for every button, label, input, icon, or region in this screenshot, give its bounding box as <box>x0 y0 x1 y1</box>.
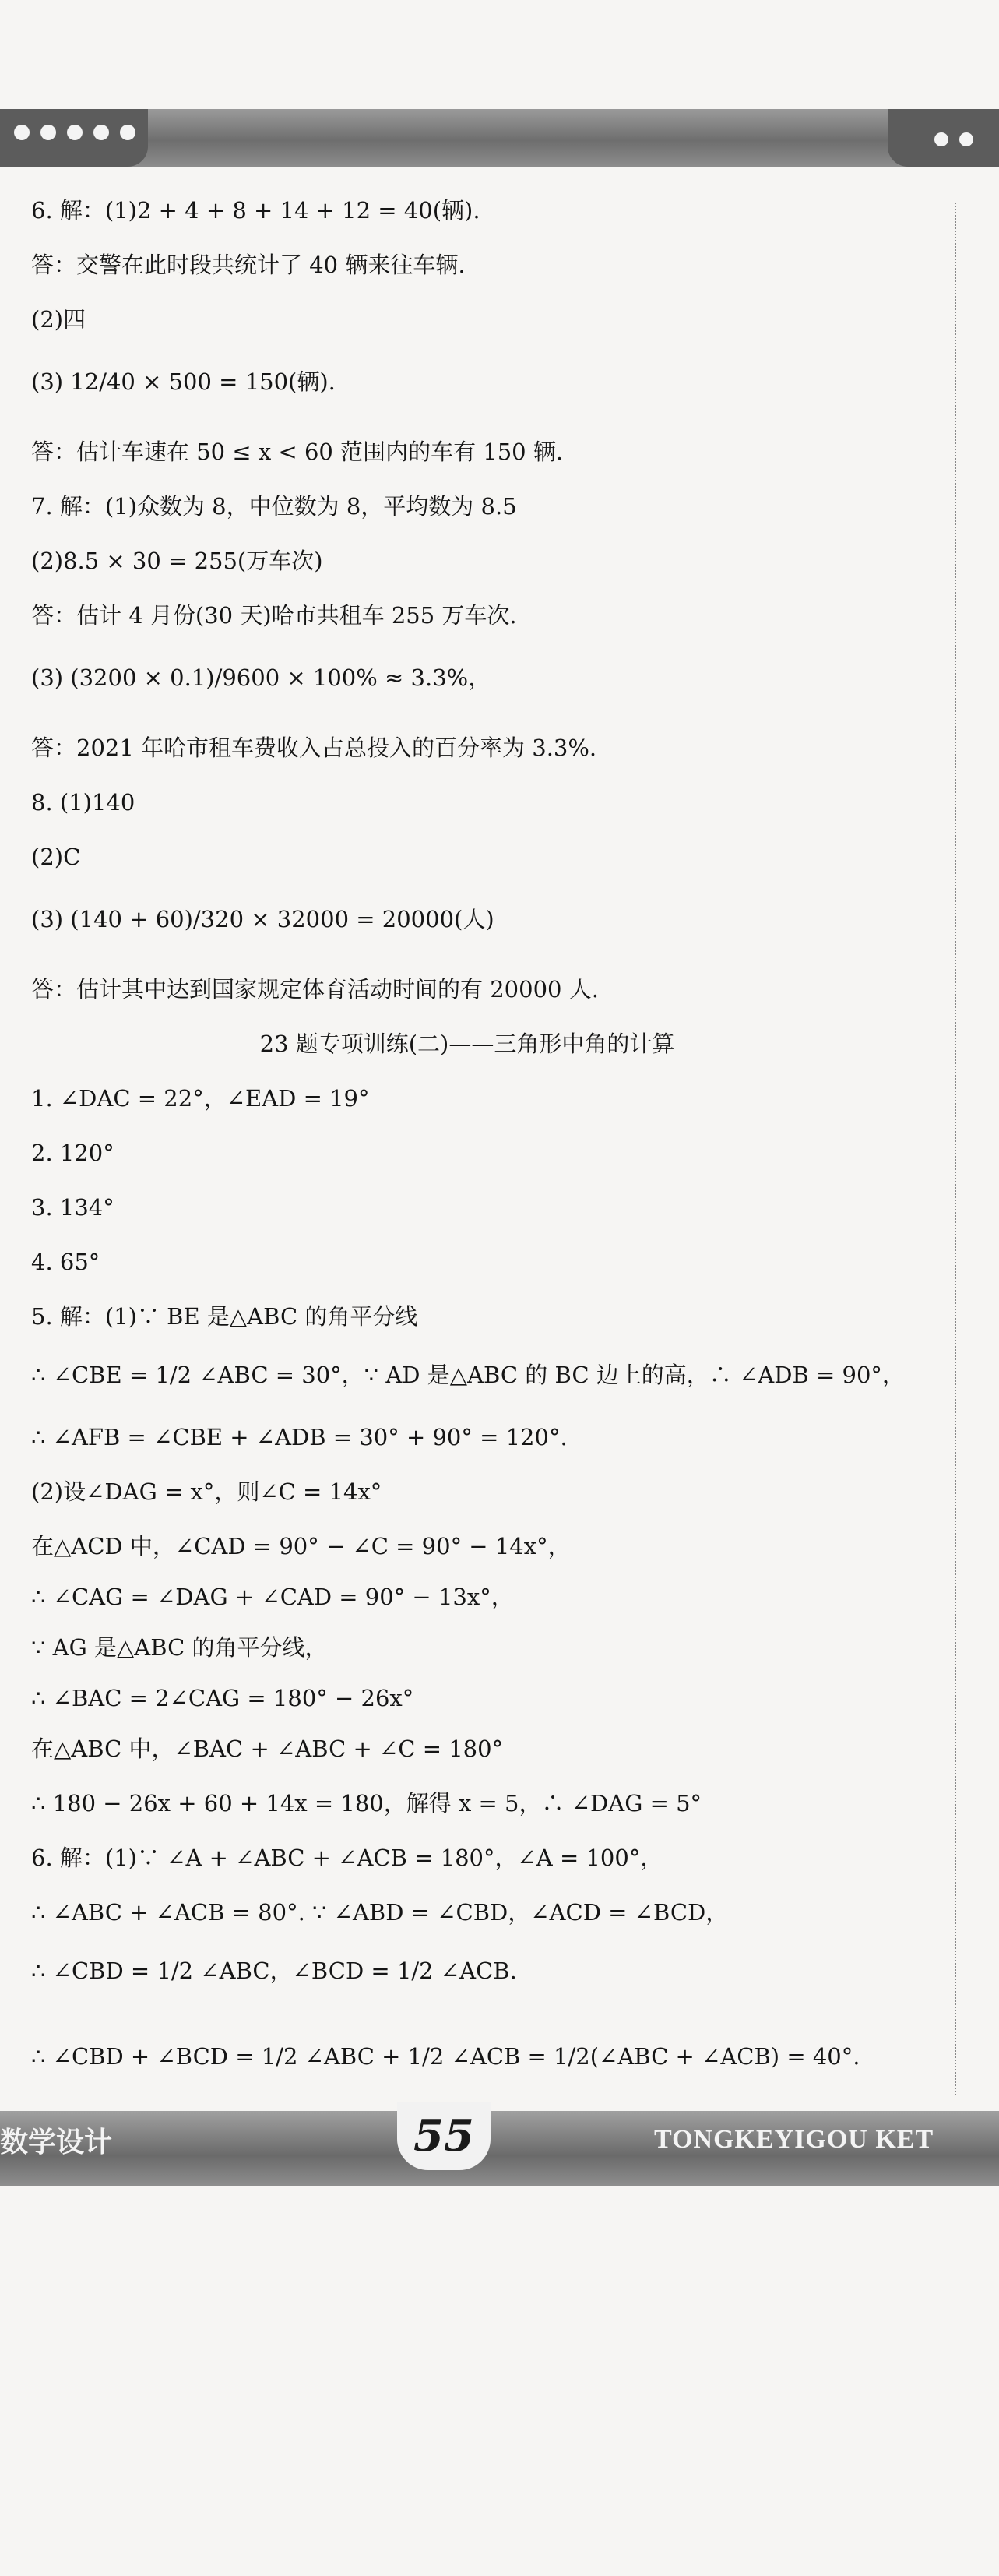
header-dots-right <box>934 132 973 146</box>
text-line: (2)四 <box>31 306 86 333</box>
text-line: ∴ ∠CBE = 1/2 ∠ABC = 30°，∵ AD 是△ABC 的 BC 边上的高，∴ ∠ADB = 90°， <box>31 1362 905 1388</box>
side-divider <box>955 203 961 2095</box>
text-line: 答：估计其中达到国家规定体育活动时间的有 20000 人. <box>31 976 599 1003</box>
text-line: (3) (140 + 60)/320 × 32000 = 20000(人) <box>31 906 494 932</box>
text-line: (3) 12/40 × 500 = 150(辆). <box>31 368 336 395</box>
text-line: 1. ∠DAC = 22°，∠EAD = 19° <box>31 1085 370 1112</box>
text-line: ∵ AG 是△ABC 的角平分线， <box>31 1634 328 1661</box>
text-line: ∴ 180 − 26x + 60 + 14x = 180，解得 x = 5，∴ ∠DAG = 5° <box>31 1790 702 1817</box>
text-line: 8. (1)140 <box>31 789 135 816</box>
text-line: ∴ ∠CBD + ∠BCD = 1/2 ∠ABC + 1/2 ∠ACB = 1/2(∠ABC + ∠ACB) = 40°. <box>31 2043 860 2070</box>
text-line: 3. 134° <box>31 1194 114 1221</box>
text-line: (2)8.5 × 30 = 255(万车次) <box>31 548 323 574</box>
text-line: 6. 解：(1)2 + 4 + 8 + 14 + 12 = 40(辆). <box>31 197 480 224</box>
text-line: ∴ ∠CBD = 1/2 ∠ABC，∠BCD = 1/2 ∠ACB. <box>31 1958 517 1984</box>
text-line: 答：估计车速在 50 ≤ x < 60 范围内的车有 150 辆. <box>31 439 564 465</box>
text-line: (2)设∠DAG = x°，则∠C = 14x° <box>31 1478 382 1505</box>
text-line: 7. 解：(1)众数为 8，中位数为 8，平均数为 8.5 <box>31 493 517 520</box>
text-line: 答：估计 4 月份(30 天)哈市共租车 255 万车次. <box>31 602 517 629</box>
text-line: ∴ ∠BAC = 2∠CAG = 180° − 26x° <box>31 1685 414 1711</box>
text-line: 5. 解：(1)∵ BE 是△ABC 的角平分线 <box>31 1303 418 1330</box>
text-line: 4. 65° <box>31 1249 100 1275</box>
footer-left-label: 数学设计 <box>0 2127 113 2158</box>
header-dots-left <box>14 125 135 140</box>
text-line: ∴ ∠CAG = ∠DAG + ∠CAD = 90° − 13x°， <box>31 1584 514 1610</box>
text-line: 6. 解：(1)∵ ∠A + ∠ABC + ∠ACB = 180°，∠A = 100°， <box>31 1845 663 1871</box>
text-line: (2)C <box>31 844 81 870</box>
text-line: 在△ACD 中，∠CAD = 90° − ∠C = 90° − 14x°， <box>31 1533 571 1559</box>
text-line: ∴ ∠AFB = ∠CBE + ∠ADB = 30° + 90° = 120°. <box>31 1424 568 1450</box>
text-line: (3) (3200 × 0.1)/9600 × 100% ≈ 3.3%， <box>31 664 491 691</box>
header-band <box>0 109 999 167</box>
text-line: 在△ABC 中，∠BAC + ∠ABC + ∠C = 180° <box>31 1736 504 1762</box>
text-line: 答：交警在此时段共统计了 40 辆来往车辆. <box>31 252 466 278</box>
text-line: 答：2021 年哈市租车费收入占总投入的百分率为 3.3%. <box>31 735 597 761</box>
footer-right-label: TONGKEYIGOU KET <box>654 2125 934 2154</box>
text-line: 2. 120° <box>31 1140 114 1166</box>
text-line: ∴ ∠ABC + ∠ACB = 80°. ∵ ∠ABD = ∠CBD，∠ACD = ∠BCD， <box>31 1899 729 1926</box>
section-title: 23 题专项训练(二)——三角形中角的计算 <box>259 1031 675 1057</box>
page-number: 55 <box>397 2102 491 2170</box>
